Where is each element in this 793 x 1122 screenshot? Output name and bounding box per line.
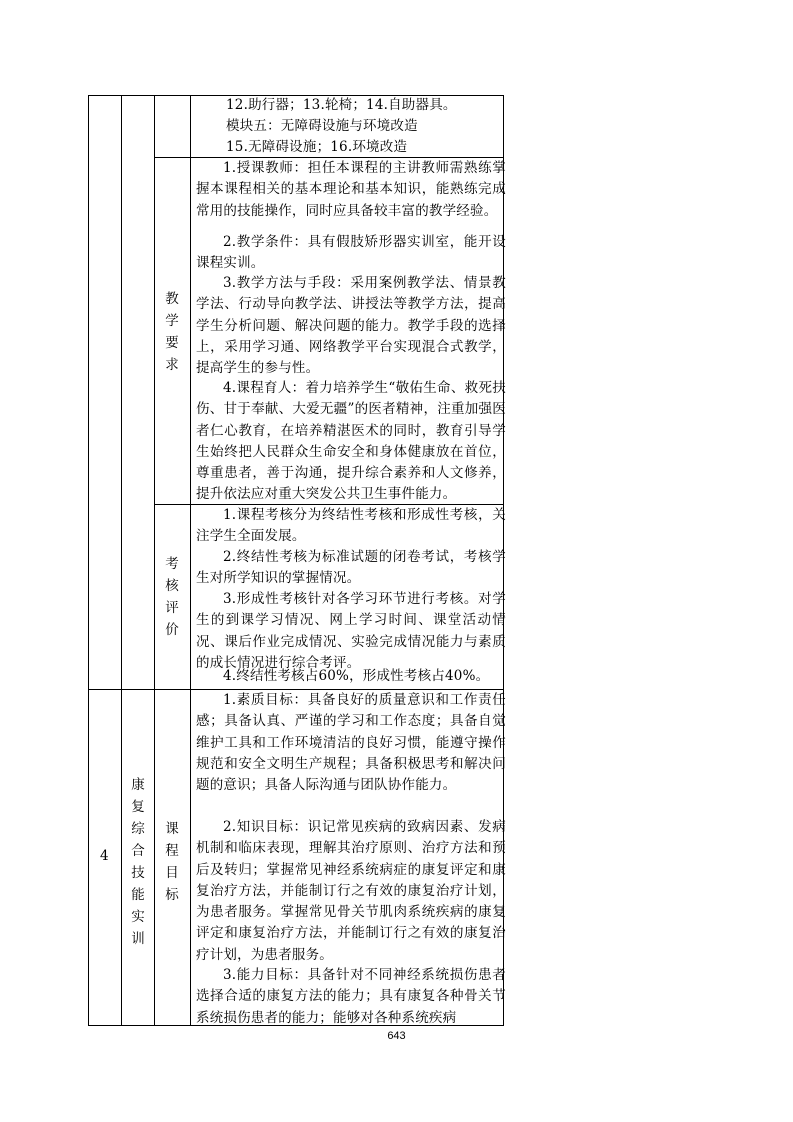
- table-border-left: [88, 95, 89, 1026]
- assessment-paragraph: 1.课程考核分为终结性考核和形成性考核，关注学生全面发展。: [196, 507, 506, 545]
- label-char: 核: [165, 578, 179, 594]
- table-bottom-border: [88, 1025, 504, 1026]
- label-char: 求: [165, 357, 179, 373]
- course-name-char: 技: [131, 865, 145, 881]
- content-line: 模块五：无障碍设施与环境改造: [226, 118, 418, 134]
- label-char: 教: [165, 291, 179, 307]
- course-name-char: 能: [131, 887, 145, 903]
- table-divider-col1: [121, 95, 122, 1026]
- label-char: 学: [165, 313, 179, 329]
- assessment-paragraph: 3.形成性考核针对各学习环节进行考核。对学生的到课学习情况、网上学习时间、课堂活动情况、课后作业完成情况、实验完成情况能力与素质的成长情况进行综合考评。: [196, 591, 506, 671]
- label-char: 要: [165, 335, 179, 351]
- goal-paragraph: 3.能力目标：具备针对不同神经系统损伤患者选择合适的康复方法的能力；具有康复各种骨关节系统损伤患者的能力；能够对各种系统疾病: [196, 967, 506, 1025]
- goal-paragraph: 1.素质目标：具备良好的质量意识和工作责任感；具备认真、严谨的学习和工作态度；具备自觉维护工具和工作环境清洁的良好习惯，能遵守操作规范和安全文明生产规程；具备积极思考和解决问题的意识；具备人际沟通与团队协作能力。: [196, 692, 506, 794]
- label-char: 程: [165, 843, 179, 859]
- label-char: 课: [165, 821, 179, 837]
- table-divider-col2: [154, 95, 155, 1026]
- teaching-paragraph: 4.课程育人：着力培养学生“敬佑生命、救死扶伤、甘于奉献、大爱无疆”的医者精神，注重加强医者仁心教育，在培养精湛医术的同时，教育引导学生始终把人民群众生命安全和身体健康放在首位，尊重患者，善于沟通，提升综合素养和人文修养，提升依法应对重大突发公共卫生事件能力。: [196, 380, 506, 503]
- course-name-char: 康: [131, 777, 145, 793]
- page-number: 643: [387, 1030, 406, 1042]
- teaching-paragraph: 1.授课教师：担任本课程的主讲教师需熟练掌握本课程相关的基本理论和基本知识，能熟练完成常用的技能操作，同时应具备较丰富的教学经验。: [196, 160, 506, 219]
- course-name-char: 合: [131, 843, 145, 859]
- assessment-paragraph: 4.终结性考核占60%，形成性考核占40%。: [223, 668, 490, 684]
- row-number: 4: [100, 848, 109, 864]
- content-line: 15.无障碍设施；16.环境改造: [226, 139, 408, 155]
- content-line: 12.助行器；13.轮椅；14.自助器具。: [226, 97, 457, 113]
- label-char: 目: [165, 865, 179, 881]
- label-char: 评: [165, 600, 179, 616]
- course-name-char: 训: [131, 931, 145, 947]
- course-name-char: 实: [131, 909, 145, 925]
- assessment-paragraph: 2.终结性考核为标准试题的闭卷考试，考核学生对所学知识的掌握情况。: [196, 549, 506, 587]
- label-char: 价: [165, 622, 179, 638]
- label-char: 考: [165, 556, 179, 572]
- course-name-char: 综: [131, 821, 145, 837]
- label-char: 标: [165, 887, 179, 903]
- teaching-paragraph: 2.教学条件：具有假肢矫形器实训室，能开设课程实训。: [196, 234, 506, 272]
- goal-paragraph: 2.知识目标：识记常见疾病的致病因素、发病机制和临床表现，理解其治疗原则、治疗方法和预后及转归；掌握常见神经系统病症的康复评定和康复治疗方法，并能制订行之有效的康复治疗计划，为患者服务。掌握常见骨关节肌肉系统疾病的康复评定和康复治疗方法，并能制订行之有效的康复治疗计划，为患者服务。: [196, 819, 506, 963]
- table-divider-col3: [190, 95, 191, 1026]
- course-name-char: 复: [131, 799, 145, 815]
- teaching-paragraph: 3.教学方法与手段：采用案例教学法、情景教学法、行动导向教学法、讲授法等教学方法，提高学生分析问题、解决问题的能力。教学手段的选择上，采用学习通、网络教学平台实现混合式教学，提高学生的参与性。: [196, 275, 506, 377]
